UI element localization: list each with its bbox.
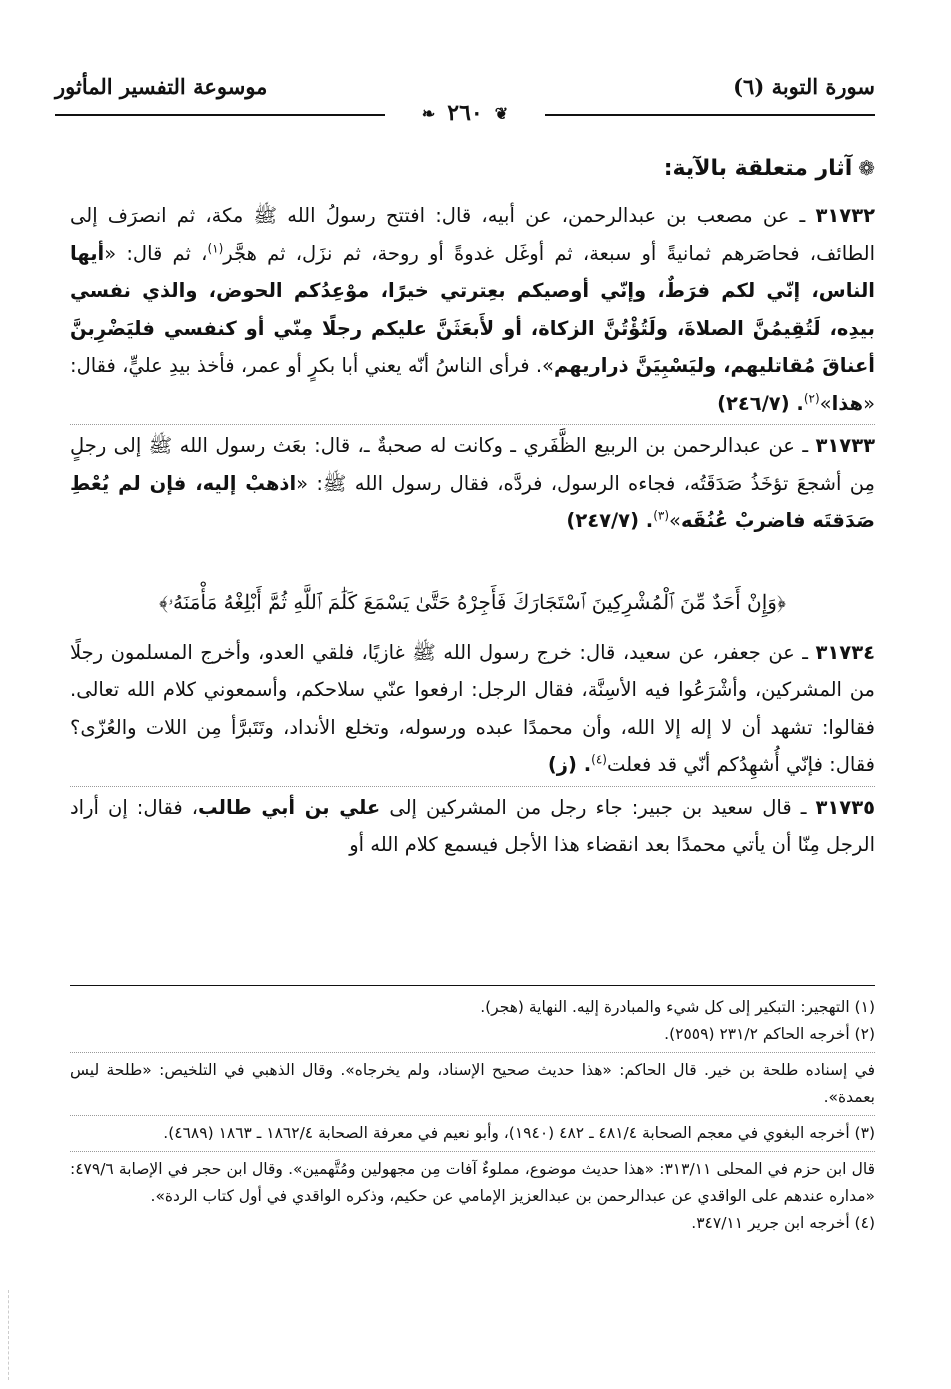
narration-entry [70, 427, 875, 540]
narration-entry [70, 197, 875, 422]
entry-divider [70, 786, 875, 787]
hadith-quote: أيها الناس، إنّي لكم فرَطٌ، وإنّي أوصيكم بعِترتي خيرًا، موْعِدُكم الحوض، والذي نفسي بيدِه، لَتُقِيمُنَّ الصلاةَ، ولَتُؤْتُنَّ الزكاة، أو لأَبعَثَنَّ عليكم رجلًا مِنّي أو كنفسي فليَضْرِبنَّ أعناقَ مُقاتليهم، وليَسْبِيَنَّ ذراريهم [70, 241, 875, 377]
entry-divider [70, 424, 875, 425]
footnote-marker: (٤) [591, 752, 607, 767]
section-heading-text: آثار متعلقة بالآية: [663, 156, 853, 181]
footnote-marker: (٣) [653, 508, 670, 523]
narration-entry [70, 634, 875, 784]
narration-entry [70, 789, 875, 864]
footnote-divider [70, 1151, 875, 1152]
footnote-divider [70, 985, 875, 986]
footnote-divider [70, 1115, 875, 1116]
header-rule-right [545, 114, 875, 116]
narrator-name: علي بن أبي طالب [198, 795, 381, 819]
flower-ornament-icon: ❁ [858, 156, 875, 180]
flourish-icon: ❦ [494, 103, 509, 123]
narration-number: ٣١٧٣٣ [815, 434, 875, 457]
page-edge-marks [8, 1290, 13, 1380]
footnote: (٢) أخرجه الحاكم ٢٣١/٢ (٢٥٥٩). [664, 1025, 875, 1043]
footnote-marker: (١) [207, 241, 224, 255]
footnote-marker: (٢) [803, 391, 820, 405]
volume-reference: . (٢٤٦/٧) [717, 391, 804, 415]
footnotes [70, 994, 875, 1237]
narration-text: ـ عن مصعب بن عبدالرحمن، عن أبيه، قال: افتتح رسولُ الله ﷺ مكة، ثم انصرَف إلى الطائف، فحاصَرهم ثمانيةً أو سبعة، ثم أوغَل غدوةً أو روحة، ثم نزَل، ثم هجَّر [70, 204, 875, 265]
hadith-quote: اذهبْ إليه، فإن لم يُعْطِ صَدَقتَه فاضربْ عُنُقَه [70, 471, 875, 532]
volume-reference: . (٢٤٧/٧) [566, 509, 654, 532]
narration-number: ٣١٧٣٥ [815, 795, 875, 819]
footnote-note: في إسناده طلحة بن خير. قال الحاكم: «هذا حديث صحيح الإسناد، ولم يخرجاه». وقال الذهبي في التلخيص: «طلحة ليس بعمدة». [70, 1061, 875, 1106]
narration-text: ، فقال: إن أراد الرجل مِنّا أن يأتي محمدًا بعد انقضاء هذا الأجل فيسمع كلام الله أو [70, 795, 875, 856]
book-title: موسوعة التفسير المأثور [55, 74, 268, 99]
surah-title: سورة التوبة (٦) [733, 74, 875, 99]
section-heading [70, 148, 875, 189]
narration-text: ـ قال سعيد بن جبير: جاء رجل من المشركين إلى [380, 795, 816, 819]
flourish-icon: ❧ [421, 103, 436, 123]
narration-text: ، ثم قال: « [104, 241, 208, 265]
narration-number: ٣١٧٣٢ [815, 204, 875, 227]
narration-text: » [819, 391, 832, 415]
header-rule-left [55, 114, 385, 116]
page-number-block [422, 100, 508, 126]
hadith-quote: هذا [831, 391, 864, 415]
narration-text: ». فرأى الناسُ أنّه يعني أبا بكرٍ أو عمر، فأخذ بيدِ عليٍّ، فقال: « [70, 354, 875, 415]
footnote-divider [70, 1052, 875, 1053]
quran-verse: ﴿وَإِنْ أَحَدٌ مِّنَ ٱلْمُشْرِكِينَ ٱسْتَجَارَكَ فَأَجِرْهُ حَتَّىٰ يَسْمَعَ كَلَٰمَ ٱللَّهِ ثُمَّ أَبْلِغْهُ مَأْمَنَهُۥ﴾ [159, 589, 786, 614]
page-number: ٢٦٠ [447, 100, 483, 126]
narration-text: ـ عن جعفر، عن سعيد، قال: خرج رسول الله ﷺ غازيًا، فلقي العدو، وأخرج المسلمون رجلًا من المشركين، وأشْرَعُوا فيه الأسِنَّة، فقال الرجل: ارفعوا عنّي سلاحكم، وأسمعوني كلام الله تعالى. فقالوا: تشهد أن لا إله إلا الله، وأن محمدًا عبده ورسوله، وتخلع الأنداد، وتَتَبرَّأ مِن اللات والعُزّى؟ فقال: فإنّي أُشهِدُكم أنّي قد فعلت [70, 640, 875, 776]
footnote: (٣) أخرجه البغوي في معجم الصحابة ٤٨١/٤ ـ ٤٨٢ (١٩٤٠)، وأبو نعيم في معرفة الصحابة ١٨٦٢/٤ ـ ١٨٦٣ (٤٦٨٩). [163, 1124, 875, 1142]
running-header [55, 70, 875, 128]
footnote: (٤) أخرجه ابن جرير ٣٤٧/١١. [691, 1214, 875, 1232]
narration-text: ـ عن عبدالرحمن بن الربيع الظَّفَري ـ وكانت له صحبةٌ ـ، قال: بعَث رسول الله ﷺ إلى رجلٍ مِن أشجعَ تؤخَذُ صَدَقَتُه، فجاءه الرسول، فردَّه، فقال رسول الله ﷺ: « [70, 434, 875, 495]
footnote: (١) التهجير: التبكير إلى كل شيء والمبادرة إليه. النهاية (هجر). [480, 998, 875, 1016]
volume-reference: . (ز) [547, 753, 592, 776]
footnote-note: قال ابن حزم في المحلى ٣١٣/١١: «هذا حديث موضوع، مملوءٌ آفات مِن مجهولين ومُتَّهمين». وقال ابن حجر في الإصابة ٤٧٩/٦: «مداره عندهم على الواقدي عن عبدالرحمن بن عبدالعزيز الإمامي عن حكيم، وذكره الواقدي في أول كتاب الردة». [70, 1160, 875, 1205]
narration-text: » [669, 509, 681, 532]
narration-number: ٣١٧٣٤ [815, 640, 875, 664]
main-text [70, 148, 875, 864]
